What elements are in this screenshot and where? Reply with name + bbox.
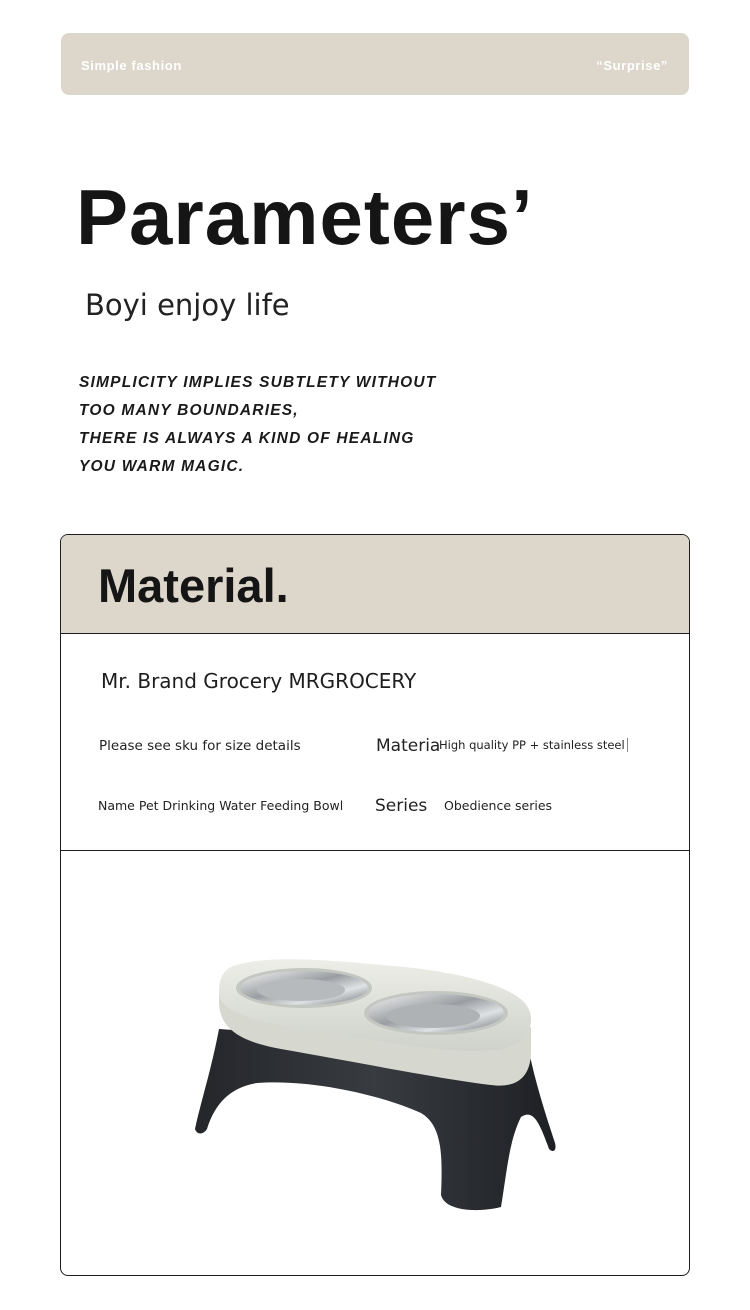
- banner-left-text: Simple fashion: [81, 58, 182, 73]
- quote-line: THERE IS ALWAYS A KIND OF HEALING: [79, 430, 415, 447]
- top-banner: [61, 33, 689, 95]
- size-spec: Please see sku for size details: [99, 738, 301, 754]
- material-label: Materia: [376, 736, 440, 756]
- spec-section: [61, 634, 689, 851]
- material-value: High quality PP + stainless steel: [439, 738, 628, 752]
- quote-block: [79, 369, 436, 481]
- product-photo: [61, 851, 689, 1275]
- material-header: [61, 535, 689, 634]
- series-value: Obedience series: [444, 798, 553, 813]
- page-subtitle: Boyi enjoy life: [85, 288, 290, 322]
- page-title: Parameters’: [76, 173, 534, 261]
- material-heading: Material.: [98, 559, 289, 612]
- product-name: Name Pet Drinking Water Feeding Bowl: [98, 798, 344, 813]
- series-label: Series: [375, 796, 428, 816]
- pet-bowl-image: [61, 851, 689, 1275]
- quote-line: YOU WARM MAGIC.: [79, 458, 245, 475]
- brand-line: Mr. Brand Grocery MRGROCERY: [101, 669, 417, 693]
- material-card: [60, 534, 690, 1276]
- quote-line: SIMPLICITY IMPLIES SUBTLETY WITHOUT: [79, 374, 437, 391]
- banner-right-text: “Surprise”: [596, 58, 668, 73]
- quote-line: TOO MANY BOUNDARIES,: [79, 402, 299, 419]
